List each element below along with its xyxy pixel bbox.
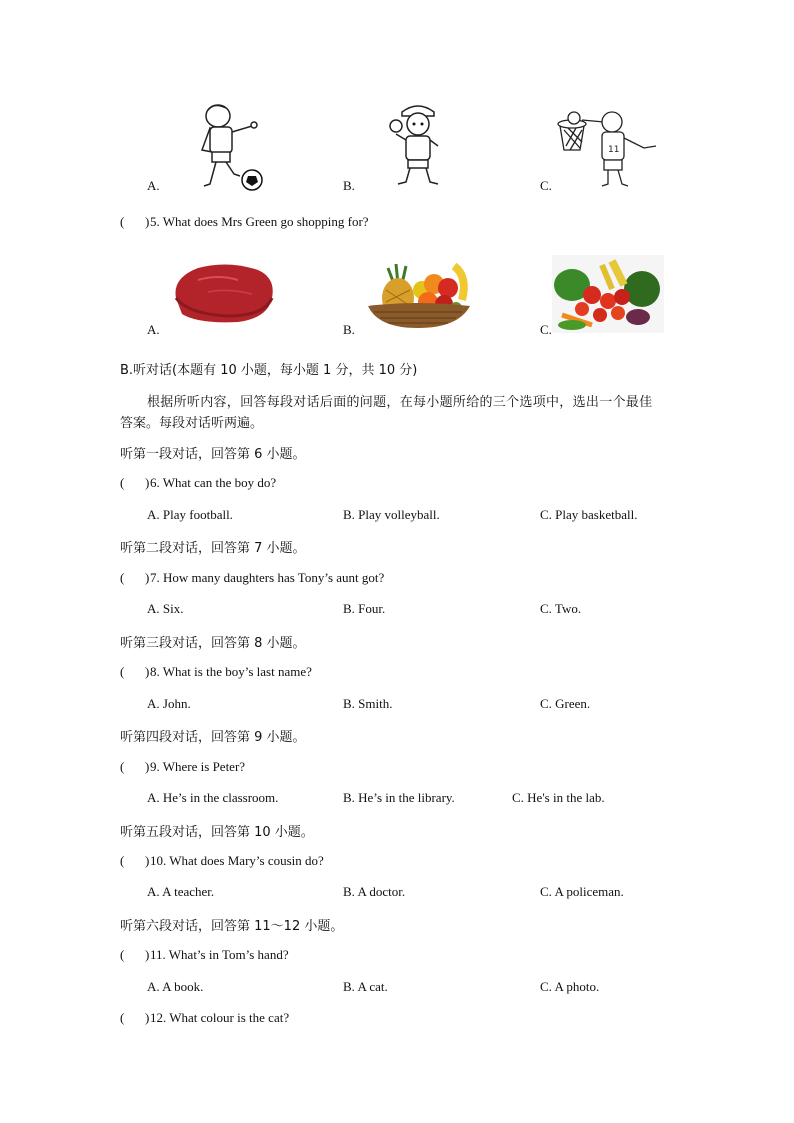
q8-option-c: C. Green.: [540, 696, 591, 711]
q6-paren: (: [120, 475, 125, 490]
q10-option-b: B. A doctor.: [343, 884, 406, 899]
meat-image: [168, 258, 278, 326]
q8-answer-blank[interactable]: [127, 664, 143, 680]
q11-paren-close: ): [145, 947, 150, 962]
q12-paren: (: [120, 1010, 125, 1025]
svg-text:11: 11: [608, 145, 620, 155]
q8-paren-close: ): [145, 664, 150, 679]
q6-answer-blank[interactable]: [127, 475, 143, 491]
football-kid-image: [190, 100, 270, 192]
q12-answer-blank[interactable]: [127, 1010, 143, 1026]
fruit-basket-image: [358, 260, 476, 330]
q8-option-a: A. John.: [147, 696, 191, 711]
dialog-4-lead: 听第四段对话，回答第 9 小题。: [120, 730, 306, 745]
row1-option-b: B.: [343, 178, 355, 193]
q11-question: 11. What’s in Tom’s hand?: [150, 947, 289, 962]
q7-question: 7. How many daughters has Tony’s aunt got?: [150, 570, 385, 585]
q11-option-c: C. A photo.: [540, 979, 600, 994]
q5-open-paren: (: [120, 214, 125, 229]
q7-option-a: A. Six.: [147, 601, 184, 616]
q6-option-c: C. Play basketball.: [540, 507, 638, 522]
row1-option-c: C.: [540, 178, 552, 193]
q7-answer-blank[interactable]: [127, 570, 143, 586]
q8-option-b: B. Smith.: [343, 696, 393, 711]
q9-paren-close: ): [145, 759, 150, 774]
q6-option-a: A. Play football.: [147, 507, 233, 522]
q10-answer-blank[interactable]: [127, 853, 143, 869]
q8-question: 8. What is the boy’s last name?: [150, 664, 312, 679]
q9-answer-blank[interactable]: [127, 759, 143, 775]
q5-option-c: C.: [540, 322, 552, 337]
q5-option-b: B.: [343, 322, 355, 337]
q5-close-paren: ): [145, 214, 150, 229]
q5-option-a: A.: [147, 322, 160, 337]
dialog-5-lead: 听第五段对话，回答第 10 小题。: [120, 825, 314, 840]
q10-question: 10. What does Mary’s cousin do?: [150, 853, 324, 868]
q8-paren: (: [120, 664, 125, 679]
q7-paren-close: ): [145, 570, 150, 585]
q7-option-c: C. Two.: [540, 601, 582, 616]
q11-answer-blank[interactable]: [127, 947, 143, 963]
dialog-3-lead: 听第三段对话，回答第 8 小题。: [120, 636, 306, 651]
q11-option-a: A. A book.: [147, 979, 204, 994]
q5-question: 5. What does Mrs Green go shopping for?: [150, 214, 369, 229]
q11-paren: (: [120, 947, 125, 962]
row1-option-a: A.: [147, 178, 160, 193]
q7-option-b: B. Four.: [343, 601, 386, 616]
q6-question: 6. What can the boy do?: [150, 475, 277, 490]
q5-answer-blank[interactable]: [127, 214, 143, 230]
section-b-instruction-2: 答案。每段对话听两遍。: [120, 416, 264, 431]
q12-question: 12. What colour is the cat?: [150, 1010, 290, 1025]
q12-paren-close: ): [145, 1010, 150, 1025]
q9-option-a: A. He’s in the classroom.: [147, 790, 279, 805]
q9-paren: (: [120, 759, 125, 774]
q9-option-b: B. He’s in the library.: [343, 790, 455, 805]
vegetables-image: [552, 255, 664, 333]
dialog-6-lead: 听第六段对话，回答第 11～12 小题。: [120, 919, 344, 934]
basketball-kid-image: [554, 108, 662, 188]
q10-paren: (: [120, 853, 125, 868]
ping-pong-kid-image: [388, 100, 448, 188]
q10-option-c: C. A policeman.: [540, 884, 624, 899]
q9-question: 9. Where is Peter?: [150, 759, 246, 774]
q6-paren-close: ): [145, 475, 150, 490]
section-b-title: B.听对话(本题有 10 小题，每小题 1 分，共 10 分): [120, 363, 418, 378]
q10-option-a: A. A teacher.: [147, 884, 215, 899]
section-b-instruction-1: 根据所听内容，回答每段对话后面的问题，在每小题所给的三个选项中，选出一个最佳: [147, 395, 653, 410]
q6-option-b: B. Play volleyball.: [343, 507, 440, 522]
q7-paren: (: [120, 570, 125, 585]
dialog-2-lead: 听第二段对话，回答第 7 小题。: [120, 541, 306, 556]
q9-option-c: C. He's in the lab.: [512, 790, 605, 805]
dialog-1-lead: 听第一段对话，回答第 6 小题。: [120, 447, 306, 462]
q11-option-b: B. A cat.: [343, 979, 388, 994]
q10-paren-close: ): [145, 853, 150, 868]
